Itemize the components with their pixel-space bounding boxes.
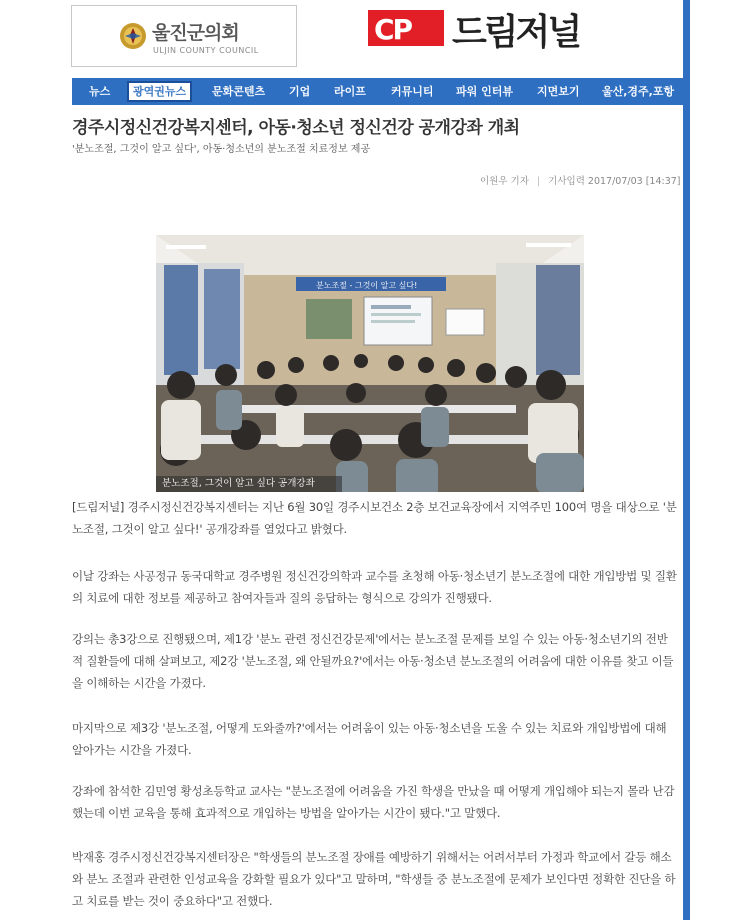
nav-item-life[interactable]: 라이프 bbox=[334, 85, 366, 98]
site-logo[interactable] bbox=[368, 10, 628, 53]
nav-item-paper-view[interactable]: 지면보기 bbox=[537, 85, 580, 98]
main-navigation bbox=[72, 78, 690, 105]
nav-item-news[interactable]: 뉴스 bbox=[89, 85, 111, 98]
nav-item-culture-content[interactable]: 문화콘텐츠 bbox=[212, 85, 266, 98]
council-banner-ad[interactable] bbox=[71, 5, 297, 67]
council-banner-subtitle: ULJIN COUNTY COUNCIL bbox=[153, 46, 259, 55]
article-paragraph-6: 박재홍 경주시정신건강복지센터장은 "학생들의 분노조절 장애를 예방하기 위해서는 어려서부터 가정과 학교에서 갈등 해소와 분노 조절과 관련한 인성교육을 강화할 필요가 있다"고 말하며, "학생들 중 분노조절에 문제가 보인다면 정확한 진단을 하고 치료를 받는 것이 중요하다"고 전했다. bbox=[72, 850, 676, 908]
article-title: 경주시정신건강복지센터, 아동·청소년 정신건강 공개강좌 개최 bbox=[72, 118, 520, 138]
article-paragraph-5: 강좌에 참석한 김민영 황성초등학교 교사는 "분노조절에 어려움을 가진 학생을 만났을 때 어떻게 개입해야 되는지 몰라 난감했는데 이번 교육을 통해 효과적으로 개입하는 방법을 알아가는 시간이 됐다."고 말했다. bbox=[72, 784, 675, 820]
nav-item-ulsan-gyeongju-pohang[interactable]: 울산,경주,포항 bbox=[602, 85, 675, 98]
article-paragraph-4: 마지막으로 제3강 '분노조절, 어떻게 도와줄까?'에서는 어려움이 있는 아동·청소년을 도울 수 있는 치료와 개입방법에 대해 알아가는 시간을 가졌다. bbox=[72, 721, 667, 757]
right-edge-stripe bbox=[683, 0, 690, 920]
photo-caption: 분노조절, 그것이 알고 싶다 공개강좌 bbox=[156, 476, 342, 492]
council-banner-title: 울진군의회 bbox=[152, 22, 239, 44]
article-paragraph-2: 이날 강좌는 사공정규 동국대학교 경주병원 정신건강의학과 교수를 초청해 아동·청소년기 분노조절에 대한 개입방법 및 질환의 치료에 대한 정보를 제공하고 참여자들과 질의 응답하는 형식으로 강의가 진행됐다. bbox=[72, 569, 677, 605]
nav-item-business[interactable]: 기업 bbox=[289, 85, 311, 98]
article-byline bbox=[480, 173, 681, 187]
article-subtitle: '분노조절, 그것이 알고 싶다', 아동·청소년의 분노조절 치료정보 제공 bbox=[72, 144, 371, 155]
nav-item-power-interview[interactable]: 파워 인터뷰 bbox=[456, 85, 513, 98]
council-emblem-icon bbox=[119, 22, 147, 50]
date-label: 기사입력 bbox=[548, 176, 585, 187]
nav-item-community[interactable]: 커뮤니티 bbox=[391, 85, 434, 98]
article-paragraph-1: [드림저널] 경주시정신건강복지센터는 지난 6월 30일 경주시보건소 2층 보건교육장에서 지역주민 100여 명을 대상으로 '분노조절, 그것이 알고 싶다!' 공개강좌를 열었다고 밝혔다. bbox=[72, 500, 677, 536]
nav-item-regional-news[interactable]: 광역권뉴스 bbox=[127, 81, 192, 102]
byline-divider: | bbox=[536, 176, 541, 187]
logo-mark: CP bbox=[368, 10, 444, 46]
article-photo[interactable] bbox=[156, 235, 584, 492]
lecture-hall-image bbox=[156, 235, 584, 492]
banner-text: 분노조절 - 그것이 알고 싶다! bbox=[316, 281, 418, 290]
author-name[interactable]: 이원우 기자 bbox=[480, 176, 529, 187]
publish-date: 2017/07/03 [14:37] bbox=[587, 176, 681, 187]
article-paragraph-3: 강의는 총3강으로 진행됐으며, 제1강 '분노 관련 정신건강문제'에서는 분노조절 문제를 보일 수 있는 아동·청소년기의 전반적 질환들에 대해 살펴보고, 제2강 '분노조절, 왜 안될까요?'에서는 아동·청소년 분노조절의 어려움에 대한 이유를 찾고 이들을 이해하는 시간을 가졌다. bbox=[72, 632, 674, 690]
logo-text: 드림저널 bbox=[452, 12, 580, 53]
